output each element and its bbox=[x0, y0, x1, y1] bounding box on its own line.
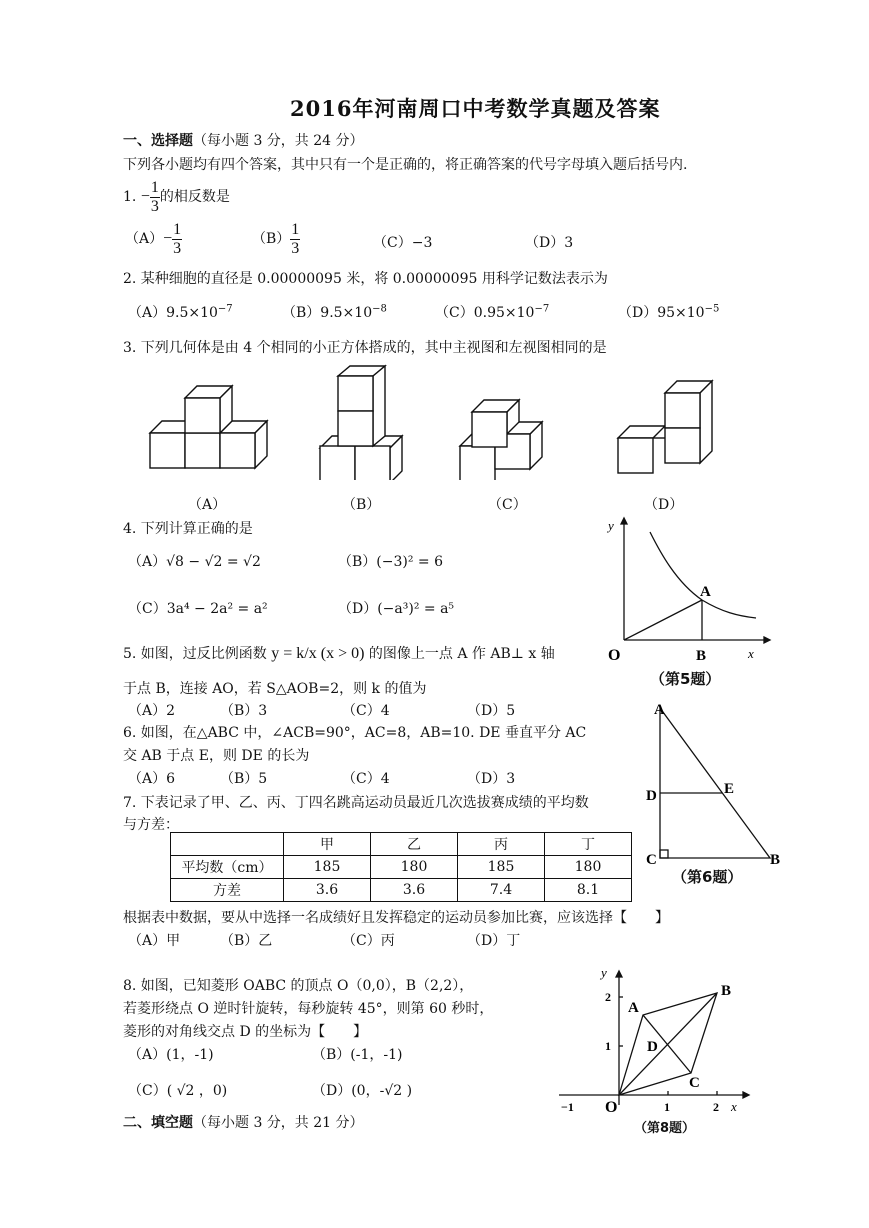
q1-option-a: （A）− $\frac{1}{3}$ bbox=[125, 221, 182, 257]
table-cell: 185 bbox=[458, 856, 545, 879]
section-1-header bbox=[123, 130, 364, 150]
table-cell: 3.6 bbox=[371, 879, 458, 902]
q3-figure-c bbox=[460, 400, 542, 480]
q6-e-label: E bbox=[724, 781, 735, 797]
question-6-line-2: 交 AB 于点 E，则 DE 的长为 bbox=[123, 748, 310, 764]
q4-option-b: （B）(−3)² = 6 bbox=[338, 554, 443, 570]
table-cell: 185 bbox=[284, 856, 371, 879]
q2-option-b bbox=[282, 302, 387, 322]
question-7-prompt: 根据表中数据，要从中选择一名成绩好且发挥稳定的运动员参加比赛，应该选择【 】 bbox=[123, 910, 669, 926]
q5-formula: y = k/x (x > 0) bbox=[271, 645, 365, 662]
table-cell: 180 bbox=[371, 856, 458, 879]
q8-option-d: （D）(0，-√2 ) bbox=[312, 1083, 413, 1099]
table-cell: 3.6 bbox=[284, 879, 371, 902]
q8-y-label: y bbox=[601, 965, 607, 980]
q1-option-b bbox=[252, 222, 300, 257]
q1-frac-num: 1 bbox=[150, 179, 159, 196]
q3-label-a: （A） bbox=[188, 497, 227, 513]
q6-option-d: （D）3 bbox=[467, 771, 516, 787]
q6-right-angle bbox=[660, 850, 668, 858]
table-header-cell: 甲 bbox=[284, 833, 371, 856]
q2c-exp: −7 bbox=[534, 303, 550, 315]
q5-option-b: （B）3 bbox=[220, 703, 268, 719]
q8-d-label: D bbox=[647, 1039, 658, 1055]
table-cell: 180 bbox=[545, 856, 632, 879]
q1-option-a-label: （A） bbox=[125, 231, 164, 248]
q2d-exp: −5 bbox=[704, 303, 720, 315]
table-header-row bbox=[171, 833, 632, 856]
q5-option-d: （D）5 bbox=[467, 703, 516, 719]
q2c-text: （C）0.95×10 bbox=[435, 305, 535, 321]
q5-b-label: B bbox=[696, 648, 707, 664]
q6-c-label: C bbox=[646, 852, 657, 868]
q2d-text: （D）95×10 bbox=[618, 305, 705, 321]
table-cell: 7.4 bbox=[458, 879, 545, 902]
q8-option-a: （A）(1，-1) bbox=[128, 1047, 214, 1063]
question-8-line-3: 菱形的对角线交点 D 的坐标为【 】 bbox=[123, 1024, 368, 1040]
question-4-stem: 4. 下列计算正确的是 bbox=[123, 521, 253, 537]
q6-figure bbox=[640, 698, 790, 873]
q8-tick-x1: 1 bbox=[664, 1100, 670, 1114]
q5-segment-ao bbox=[624, 600, 702, 640]
q8-c-label: C bbox=[689, 1075, 700, 1091]
q1-frac-den: 3 bbox=[150, 198, 159, 215]
question-5-stem bbox=[123, 643, 555, 663]
table-cell: 8.1 bbox=[545, 879, 632, 902]
table-cell: 平均数（cm） bbox=[171, 856, 284, 879]
q1-option-b-label: （B） bbox=[252, 231, 291, 248]
q8-option-b: （B）(-1，-1) bbox=[312, 1047, 403, 1063]
q5-stem-b: 的图像上一点 A 作 AB⊥ x 轴 bbox=[368, 646, 555, 662]
q6-option-b: （B）5 bbox=[220, 771, 268, 787]
q8-b-label: B bbox=[721, 983, 732, 999]
q6-triangle bbox=[660, 708, 770, 858]
q6-caption: （第6题） bbox=[672, 868, 743, 886]
table-header-cell: 丙 bbox=[458, 833, 545, 856]
table-row bbox=[171, 879, 632, 902]
section-1-instruction: 下列各小题均有四个答案，其中只有一个是正确的，将正确答案的代号字母填入题后括号内. bbox=[123, 157, 688, 173]
q3-cube-figures bbox=[140, 360, 720, 480]
question-8-line-2: 若菱形绕点 O 逆时针旋转，每秒旋转 45°，则第 60 秒时， bbox=[123, 1001, 494, 1017]
q6-b-label: B bbox=[770, 852, 781, 868]
q8-tick-y1: 1 bbox=[605, 1039, 611, 1053]
q6-option-c: （C）4 bbox=[342, 771, 390, 787]
question-7-line-2: 与方差： bbox=[123, 817, 179, 833]
q8-tick-y2: 2 bbox=[605, 990, 611, 1004]
q8-o-label: O bbox=[605, 1099, 618, 1116]
q1a-num: 1 bbox=[173, 221, 182, 238]
q2-option-d bbox=[618, 302, 719, 322]
q3-figure-b bbox=[320, 366, 402, 480]
question-1-text: 的相反数是 bbox=[159, 189, 230, 206]
q3-figure-d bbox=[618, 381, 712, 473]
question-2-stem: 2. 某种细胞的直径是 0.00000095 米，将 0.00000095 用科学记数法表示为 bbox=[123, 271, 608, 287]
q1a-den: 3 bbox=[173, 240, 182, 257]
q6-d-label: D bbox=[646, 788, 657, 804]
q5-option-c: （C）4 bbox=[342, 703, 390, 719]
question-7-line-1: 7. 下表记录了甲、乙、丙、丁四名跳高运动员最近几次选拔赛成绩的平均数 bbox=[123, 795, 589, 811]
table-header-cell bbox=[171, 833, 284, 856]
score-table bbox=[170, 832, 632, 902]
q5-option-a: （A）2 bbox=[128, 703, 176, 719]
q8-caption: （第8题） bbox=[634, 1121, 696, 1136]
table-header-cell: 丁 bbox=[545, 833, 632, 856]
q6-option-a: （A）6 bbox=[128, 771, 176, 787]
q7-option-a: （A）甲 bbox=[128, 933, 181, 949]
q5-x-label: x bbox=[748, 646, 754, 661]
question-5-line-2: 于点 B，连接 AO，若 S△AOB=2，则 k 的值为 bbox=[123, 681, 427, 697]
q3-label-c: （C） bbox=[488, 497, 527, 513]
section-1-heading: 一、选择题 bbox=[123, 133, 193, 149]
q4-option-c: （C）3a⁴ − 2a² = a² bbox=[128, 601, 268, 617]
q8-x-label: x bbox=[731, 1099, 737, 1114]
table-header-cell: 乙 bbox=[371, 833, 458, 856]
q7-option-b: （B）乙 bbox=[220, 933, 273, 949]
q5-caption: （第5题） bbox=[650, 670, 721, 688]
q2b-text: （B）9.5×10 bbox=[282, 305, 373, 321]
q3-label-d: （D） bbox=[644, 497, 684, 513]
table-row bbox=[171, 856, 632, 879]
question-8-line-1: 8. 如图，已知菱形 OABC 的顶点 O（0,0），B（2,2）， bbox=[123, 978, 474, 994]
q5-curve bbox=[650, 532, 756, 618]
q7-option-c: （C）丙 bbox=[342, 933, 395, 949]
question-3-stem: 3. 下列几何体是由 4 个相同的小正方体搭成的，其中主视图和左视图相同的是 bbox=[123, 340, 607, 356]
q3-figure-a bbox=[150, 386, 267, 468]
q4-option-d: （D）(−a³)² = a⁵ bbox=[338, 601, 455, 617]
q7-option-d: （D）丁 bbox=[467, 933, 521, 949]
q2-option-c bbox=[435, 302, 549, 322]
q6-a-label: A bbox=[654, 702, 665, 718]
q5-o-label: O bbox=[608, 647, 621, 664]
q8-a-label: A bbox=[628, 1000, 639, 1016]
section-2-heading: 二、填空题 bbox=[123, 1115, 193, 1131]
table-cell: 方差 bbox=[171, 879, 284, 902]
q8-figure bbox=[553, 965, 753, 1125]
q4-option-a: （A）√8 − √2 = √2 bbox=[128, 554, 261, 570]
q5-a-label: A bbox=[700, 584, 711, 600]
section-2-header bbox=[123, 1112, 364, 1132]
page-title: 2016年河南周口中考数学真题及答案 bbox=[290, 96, 661, 121]
q1-option-c: （C）−3 bbox=[373, 235, 433, 251]
q1-option-d: （D）3 bbox=[525, 235, 574, 251]
q2b-exp: −8 bbox=[372, 303, 387, 315]
q1b-den: 3 bbox=[291, 240, 300, 257]
question-6-line-1: 6. 如图，在△ABC 中，∠ACB=90°，AC=8，AB=10. DE 垂直平分 AC bbox=[123, 725, 587, 741]
q2a-exp: −7 bbox=[217, 303, 233, 315]
section-2-note: （每小题 3 分，共 21 分） bbox=[193, 1115, 364, 1131]
q5-figure bbox=[598, 512, 773, 692]
section-1-note: （每小题 3 分，共 24 分） bbox=[193, 133, 364, 149]
question-1-stem: 1. − $\frac{1}{3}$ 的相反数是 bbox=[123, 179, 230, 215]
q8-tick-xm1: −1 bbox=[561, 1100, 574, 1114]
q8-option-c: （C）( √2 ，0) bbox=[128, 1083, 228, 1099]
question-1-number: 1. bbox=[123, 189, 137, 206]
q8-tick-x2: 2 bbox=[713, 1100, 719, 1114]
q2-option-a bbox=[128, 302, 233, 322]
q2a-text: （A）9.5×10 bbox=[128, 305, 218, 321]
q3-label-b: （B） bbox=[342, 497, 381, 513]
q1b-num: 1 bbox=[291, 221, 300, 238]
q5-y-label: y bbox=[608, 518, 614, 533]
q5-stem-a: 5. 如图，过反比例函数 bbox=[123, 646, 267, 662]
